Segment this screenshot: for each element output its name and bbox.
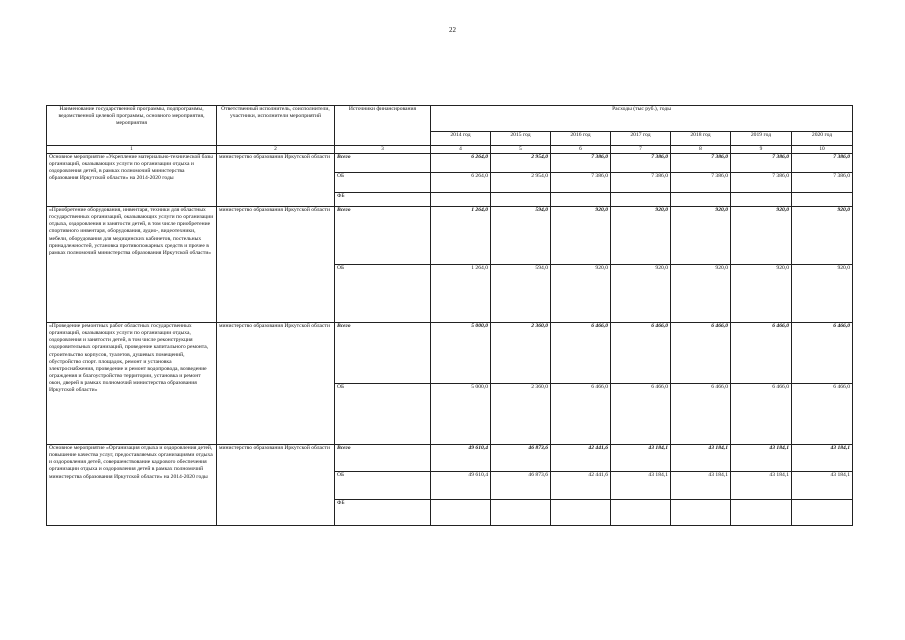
column-number: 8 [671,146,731,154]
header-year: 2015 год [491,132,551,146]
column-number: 3 [335,146,431,154]
total-value: 6 466,0 [731,323,792,384]
budget-table [46,105,853,526]
row-responsible: министерство образования Иркутской области [217,323,335,445]
source-ob: ОБ [335,472,431,500]
total-value: 7 386,0 [731,154,792,173]
ob-value: 2 954,0 [491,173,551,193]
page-number: 22 [449,26,456,34]
source-total: Всего [335,154,431,173]
total-value: 49 610,4 [431,445,491,472]
ob-value: 43 184,1 [671,472,731,500]
column-number: 2 [217,146,335,154]
source-ob: ОБ [335,173,431,193]
total-value: 7 386,0 [792,154,853,173]
header-year: 2018 год [671,132,731,146]
row-name: «Проведение ремонтных работ областных государственных организаций, оказывающих услуги по организации отдыха, оздоровления и занятости детей, в том числе реконструкция оздоровительных организаций, проведение капитального ремонта, строительство корпусов, туалетов, душевых помещений, обустройство спорт. площадок, ремонт и установка электроснабжения, проведение и ремонт водопровода, возведение ограждения и благоустройство территории, установка и ремонт окон, дверей в рамках полномочий министерства образования Иркутской области» [47,323,217,445]
ob-value: 2 360,0 [491,384,551,445]
total-value: 6 264,0 [431,154,491,173]
ob-value: 7 386,0 [731,173,792,193]
ob-value: 5 000,0 [431,384,491,445]
table-row [47,323,853,384]
total-value: 2 954,0 [491,154,551,173]
ob-value: 6 466,0 [792,384,853,445]
row-name: Основное мероприятие «Укрепление материально-технической базы организаций, оказывающих услуги по организации отдыха и оздоровления детей, в рамках полномочий министерства образования Иркутской области» на 2014-2020 годы [47,154,217,207]
header-year: 2017 год [611,132,671,146]
total-value: 920,0 [611,207,671,265]
column-number: 7 [611,146,671,154]
ob-value: 6 466,0 [671,384,731,445]
total-value: 920,0 [792,207,853,265]
ob-value: 46 873,6 [491,472,551,500]
total-value: 42 441,6 [551,445,611,472]
header-expenses: Расходы (тыс руб.), годы [431,106,853,132]
column-number: 4 [431,146,491,154]
column-number: 5 [491,146,551,154]
total-value: 7 386,0 [671,154,731,173]
total-value: 43 184,1 [792,445,853,472]
total-value: 6 466,0 [792,323,853,384]
ob-value: 1 264,0 [431,265,491,323]
source-ob: ОБ [335,265,431,323]
ob-value: 7 386,0 [551,173,611,193]
header-year: 2019 год [731,132,792,146]
total-value: 6 466,0 [551,323,611,384]
total-value: 43 184,1 [671,445,731,472]
source-fb: ФБ [335,500,431,526]
ob-value: 43 184,1 [731,472,792,500]
ob-value: 920,0 [611,265,671,323]
ob-value: 6 466,0 [611,384,671,445]
ob-value: 920,0 [551,265,611,323]
ob-value: 6 264,0 [431,173,491,193]
source-ob: ОБ [335,384,431,445]
ob-value: 7 386,0 [611,173,671,193]
total-value: 2 360,0 [491,323,551,384]
total-value: 920,0 [671,207,731,265]
ob-value: 920,0 [792,265,853,323]
ob-value: 43 184,1 [611,472,671,500]
total-value: 920,0 [551,207,611,265]
source-fb: ФБ [335,193,431,207]
column-number: 9 [731,146,792,154]
ob-value: 920,0 [731,265,792,323]
total-value: 43 184,1 [731,445,792,472]
total-value: 1 264,0 [431,207,491,265]
ob-value: 7 386,0 [792,173,853,193]
column-number: 1 [47,146,217,154]
row-name: Основное мероприятие «Организация отдыха и оздоровления детей, повышение качества услуг, предоставляемых организациями отдыха и оздоровления детей, совершенствование кадрового обеспечения организации отдыха и оздоровления детей в рамках полномочий министерства образования Иркутской области» на 2014-2020 годы [47,445,217,526]
row-responsible: министерство образования Иркутской области [217,154,335,207]
header-year: 2014 год [431,132,491,146]
ob-value: 594,0 [491,265,551,323]
total-value: 5 000,0 [431,323,491,384]
header-source: Источники финансирования [335,106,431,146]
ob-value: 49 610,4 [431,472,491,500]
header-name: Наименование государственной программы, подпрограммы, ведомственной целевой программы, основного мероприятия, мероприятия [47,106,217,146]
column-number: 10 [792,146,853,154]
total-value: 46 873,6 [491,445,551,472]
header-responsible: Ответственный исполнитель, соисполнители, участники, исполнители мероприятий [217,106,335,146]
source-total: Всего [335,323,431,384]
ob-value: 920,0 [671,265,731,323]
ob-value: 42 441,6 [551,472,611,500]
table-row [47,154,853,173]
total-value: 6 466,0 [671,323,731,384]
ob-value: 6 466,0 [551,384,611,445]
ob-value: 7 386,0 [671,173,731,193]
total-value: 594,0 [491,207,551,265]
row-name: «Приобретение оборудования, инвентаря, техники для областных государственных организаций, оказывающих услуги по организации отдыха, оздоровления и занятости детей, в том числе приобретение спортивного инвентаря, оборудования, аудио-, видеотехники, мебели, оборудования для медицинских кабинетов, постельных принадлежностей, установка противопожарных средств и прочее в рамках полномочий министерства образования Иркутской области» [47,207,217,323]
source-total: Всего [335,445,431,472]
row-responsible: министерство образования Иркутской области [217,207,335,323]
table-row [47,445,853,472]
total-value: 920,0 [731,207,792,265]
total-value: 43 184,1 [611,445,671,472]
total-value: 7 386,0 [551,154,611,173]
table-row [47,207,853,265]
header-year: 2020 год [792,132,853,146]
total-value: 7 386,0 [611,154,671,173]
source-total: Всего [335,207,431,265]
column-number: 6 [551,146,611,154]
row-responsible: министерство образования Иркутской области [217,445,335,526]
header-year: 2016 год [551,132,611,146]
ob-value: 43 184,1 [792,472,853,500]
total-value: 6 466,0 [611,323,671,384]
ob-value: 6 466,0 [731,384,792,445]
